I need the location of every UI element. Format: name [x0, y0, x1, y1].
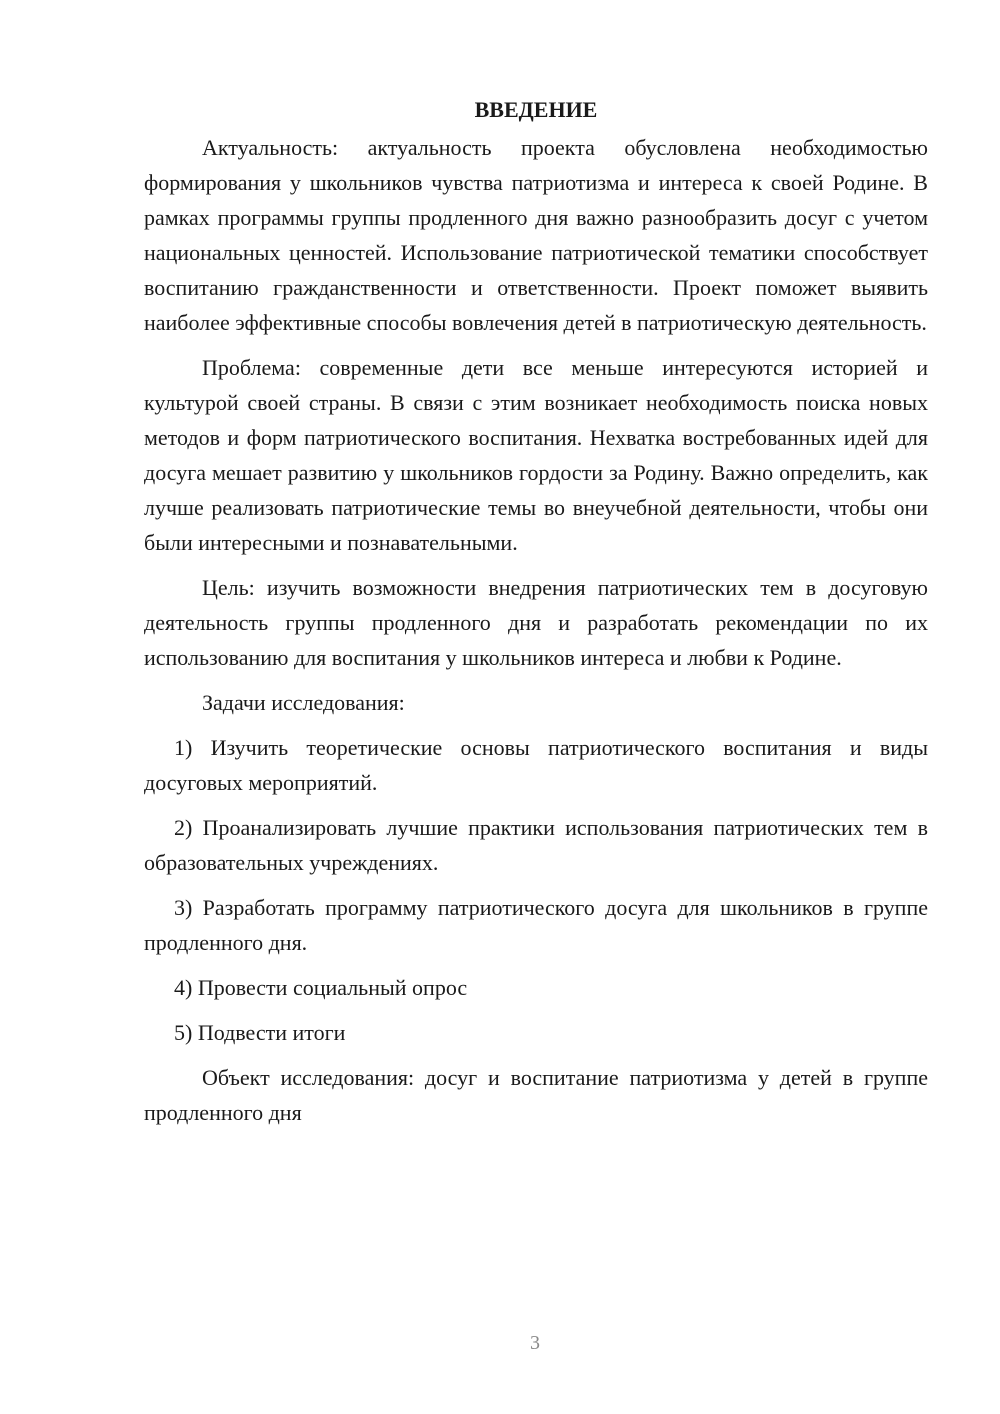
task-item-3: 3) Разработать программу патриотического досуга для школьников в группе продленного дня. [144, 895, 928, 955]
task-item-2: 2) Проанализировать лучшие практики использования патриотических тем в образовательных учреждениях. [144, 815, 928, 875]
task-item-5: 5) Подвести итоги [174, 1020, 346, 1045]
problem-paragraph: Проблема: современные дети все меньше интересуются историей и культурой своей страны. В связи с этим возникает необходимость поиска новых методов и форм патриотического воспитания. Нехватка востребованных идей для досуга мешает развитию у школьников гордости за Родину. Важно определить, как лучше реализовать патриотические темы во внеучебной деятельности, чтобы они были интересными и познавательными. [144, 355, 928, 555]
section-title: ВВЕДЕНИЕ [474, 97, 598, 122]
object-paragraph: Объект исследования: досуг и воспитание патриотизма у детей в группе продленного дня [144, 1065, 928, 1125]
tasks-heading: Задачи исследования: [202, 690, 405, 715]
task-item-1: 1) Изучить теоретические основы патриотического воспитания и виды досуговых мероприятий. [144, 735, 928, 795]
goal-paragraph: Цель: изучить возможности внедрения патриотических тем в досуговую деятельность группы продленного дня и разработать рекомендации по их использованию для воспитания у школьников интереса и любви к Родине. [144, 575, 928, 670]
relevance-paragraph: Актуальность: актуальность проекта обусловлена необходимостью формирования у школьников чувства патриотизма и интереса к своей Родине. В рамках программы группы продленного дня важно разнообразить досуг с учетом национальных ценностей. Использование патриотической тематики способствует воспитанию гражданственности и ответственности. Проект поможет выявить наиболее эффективные способы вовлечения детей в патриотическую деятельность. [144, 135, 928, 335]
page-content [144, 92, 928, 1130]
task-item-4: 4) Провести социальный опрос [174, 975, 468, 1000]
page-number: 3 [530, 1332, 540, 1354]
